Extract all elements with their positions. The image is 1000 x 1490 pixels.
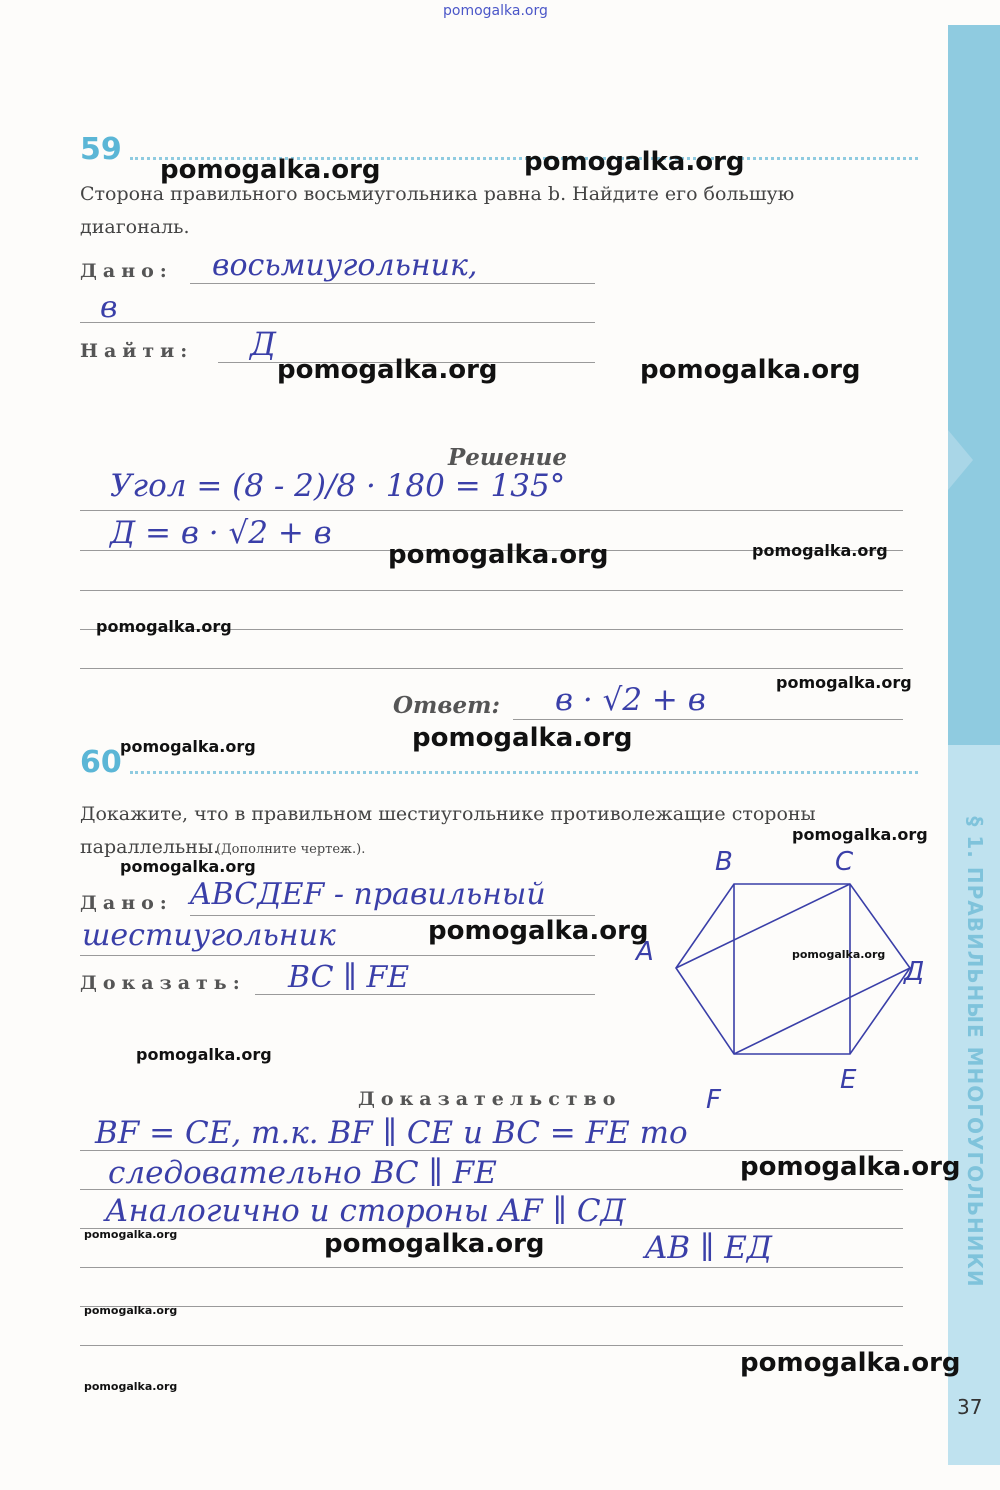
- task60-text-line2: параллельны.: [80, 836, 220, 858]
- task60-text-line1: Докажите, что в правильном шестиугольнике противолежащие стороны: [80, 803, 816, 825]
- task59-number: 59: [80, 132, 122, 167]
- write-line: [80, 668, 903, 669]
- side-tab-highlight: [948, 25, 1000, 745]
- watermark: pomogalka.org: [412, 723, 633, 753]
- vertex-e-label: E: [840, 1065, 857, 1095]
- task60-prove-hand: BC ∥ FE: [288, 960, 410, 995]
- watermark: pomogalka.org: [84, 1228, 178, 1241]
- task60-given-hand2: шестиугольник: [82, 918, 336, 953]
- task60-number: 60: [80, 745, 122, 780]
- task59-text-line1: Сторона правильного восьмиугольника равна b. Найдите его большую: [80, 183, 795, 205]
- task60-proof-line4: AB ∥ EД: [645, 1230, 773, 1266]
- watermark: pomogalka.org: [160, 155, 381, 185]
- vertex-a-label: A: [636, 937, 654, 967]
- task59-find-label: Найти:: [80, 340, 194, 362]
- write-line: [80, 1345, 903, 1346]
- task60-proof-line1: BF = CE, т.к. BF ∥ CE и BC = FE то: [95, 1115, 688, 1151]
- write-line: [80, 590, 903, 591]
- task60-given-hand1: ABCДEF - правильный: [190, 877, 546, 912]
- write-line: [190, 283, 595, 284]
- vertex-c-label: C: [835, 847, 854, 877]
- task59-given-hand1: восьмиугольник,: [212, 248, 478, 283]
- task59-solution-line1: Угол = (8 - 2)/8 · 180 = 135°: [110, 468, 566, 504]
- watermark: pomogalka.org: [640, 355, 861, 385]
- hexagon-diagram: [620, 830, 940, 1130]
- task59-find-hand: Д: [250, 325, 277, 363]
- task59-answer-label: Ответ:: [393, 692, 500, 719]
- watermark: pomogalka.org: [277, 355, 498, 385]
- write-line: [513, 719, 903, 720]
- header-watermark: pomogalka.org: [443, 3, 548, 19]
- watermark: pomogalka.org: [120, 737, 256, 756]
- diagonal-fd: [734, 968, 910, 1054]
- task60-prove-label: Доказать:: [80, 972, 246, 994]
- task60-dotted-rule: [130, 771, 918, 774]
- task60-proof-line3: Аналогично и стороны AF ∥ CД: [105, 1193, 626, 1229]
- watermark: pomogalka.org: [136, 1045, 272, 1064]
- task59-given-label: Дано:: [80, 260, 173, 282]
- watermark: pomogalka.org: [740, 1152, 961, 1182]
- watermark: pomogalka.org: [792, 948, 886, 961]
- write-line: [80, 1189, 903, 1190]
- task59-text-line2: диагональ.: [80, 216, 190, 238]
- watermark: pomogalka.org: [776, 673, 912, 692]
- write-line: [80, 1267, 903, 1268]
- task60-proof-line2: следовательно BC ∥ FE: [108, 1155, 497, 1191]
- task59-solution-line2: Д = в · √2 + в: [110, 515, 332, 551]
- side-title: § 1. ПРАВИЛЬНЫЕ МНОГОУГОЛЬНИКИ: [963, 816, 987, 1288]
- hexagon-shape: [676, 884, 910, 1054]
- watermark: pomogalka.org: [324, 1229, 545, 1259]
- task59-answer-hand: в · √2 + в: [555, 682, 706, 718]
- task60-given-label: Дано:: [80, 892, 173, 914]
- watermark: pomogalka.org: [84, 1304, 178, 1317]
- watermark: pomogalka.org: [84, 1380, 178, 1393]
- vertex-f-label: F: [706, 1085, 721, 1115]
- task60-proof-title: Доказательство: [358, 1088, 622, 1110]
- watermark: pomogalka.org: [740, 1348, 961, 1378]
- watermark: pomogalka.org: [120, 857, 256, 876]
- task59-given-hand2: в: [100, 290, 118, 325]
- watermark: pomogalka.org: [96, 617, 232, 636]
- vertex-d-label: Д: [904, 957, 925, 987]
- watermark: pomogalka.org: [388, 540, 609, 570]
- tab-arrow-icon: [948, 430, 978, 490]
- page-number: 37: [957, 1395, 983, 1419]
- write-line: [80, 1150, 903, 1151]
- task60-text-note: (Дополните чертеж.).: [216, 842, 366, 857]
- write-line: [80, 510, 903, 511]
- write-line: [80, 1306, 903, 1307]
- write-line: [80, 955, 595, 956]
- watermark: pomogalka.org: [428, 916, 649, 946]
- watermark: pomogalka.org: [752, 541, 888, 560]
- write-line: [255, 994, 595, 995]
- watermark: pomogalka.org: [524, 147, 745, 177]
- vertex-b-label: B: [715, 847, 733, 877]
- write-line: [80, 322, 595, 323]
- watermark: pomogalka.org: [792, 825, 928, 844]
- task59-solution-title: Решение: [448, 444, 568, 471]
